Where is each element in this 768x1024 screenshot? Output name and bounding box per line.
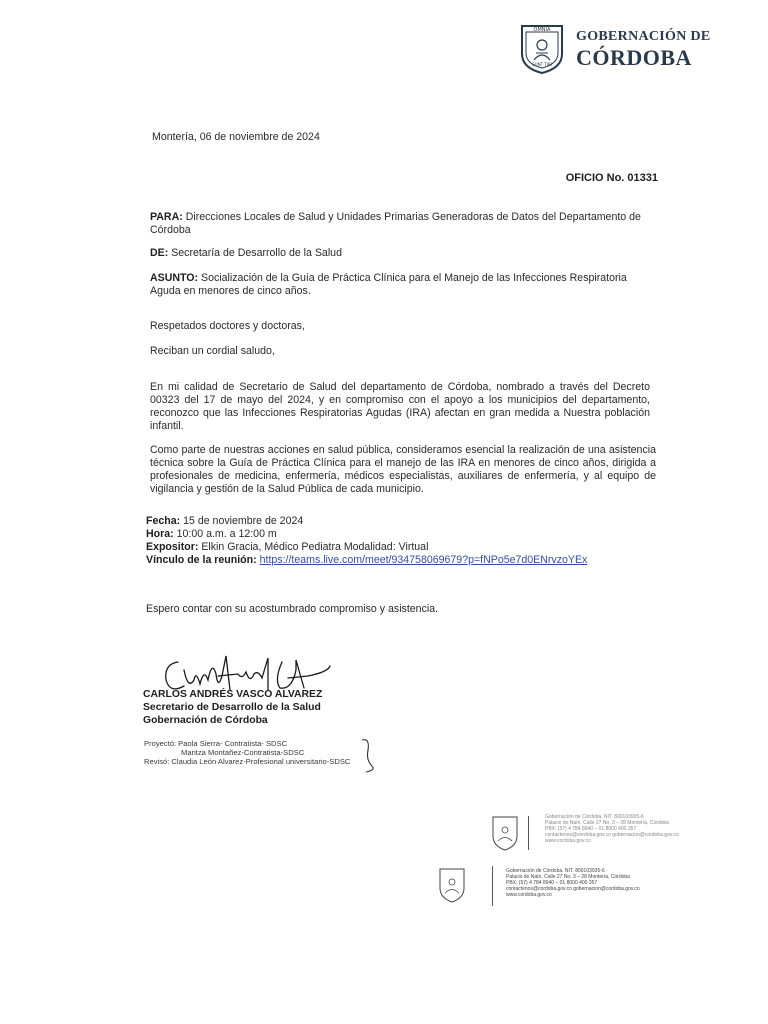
signer-name: CARLOS ANDRÉS VASCO ALVAREZ bbox=[143, 689, 323, 700]
header-logo bbox=[514, 20, 711, 76]
oficio-number: OFICIO No. 01331 bbox=[565, 172, 658, 184]
reviso-line: Revisó: Claudia León Alvarez-Profesional universitario-SDSC bbox=[144, 757, 351, 766]
de-block bbox=[150, 247, 650, 260]
asunto-value: Socialización de la Guía de Práctica Clínica para el Manejo de las Infecciones Respiratoria Aguda en menores de cinco años. bbox=[150, 272, 627, 297]
seal-top-text: OMNIA bbox=[533, 27, 551, 33]
expositor-label: Expositor: bbox=[146, 541, 199, 553]
paragraph-1: En mi calidad de Secretario de Salud del departamento de Córdoba, nombrado a través del Decreto 00323 del 17 de mayo del 2024, y en compromiso con el apoyo a los municipios del departamento, reconozco que las Infecciones Respiratorias Agudas (IRA) afectan en gran medida a Nuestra población infantil. bbox=[150, 381, 650, 432]
greeting-line-1: Respetados doctores y doctoras, bbox=[150, 320, 305, 332]
greeting-line-2: Reciban un cordial saludo, bbox=[150, 345, 275, 357]
initials-mark bbox=[356, 736, 378, 776]
closing-line: Espero contar con su acostumbrado compromiso y asistencia. bbox=[146, 603, 439, 615]
signer-organization: Gobernación de Córdoba bbox=[143, 715, 268, 726]
vinculo-line bbox=[146, 554, 587, 567]
seal-bottom-text: SUNT TIBI bbox=[532, 62, 552, 67]
fecha-value: 15 de noviembre de 2024 bbox=[180, 515, 304, 527]
para-block bbox=[150, 211, 650, 237]
footer-line: www.cordoba.gov.co bbox=[545, 838, 591, 844]
hora-line bbox=[146, 528, 277, 541]
footer-line: Palacio de Naín. Calle 27 No. 3 – 28 Montería, Córdoba bbox=[506, 874, 630, 880]
fecha-line bbox=[146, 515, 303, 528]
date-line: Montería, 06 de noviembre de 2024 bbox=[152, 131, 320, 143]
footer-line: www.cordoba.gov.co bbox=[506, 892, 552, 898]
footer-line: PBX: (57) 4 784 8940 – 01 8000 400 357 bbox=[506, 880, 598, 886]
footer-divider bbox=[492, 866, 493, 906]
signer-title: Secretario de Desarrollo de la Salud bbox=[143, 702, 321, 713]
meeting-link[interactable]: https://teams.live.com/meet/934758069679?p=fNPo5e7d0ENrvzoYEx bbox=[259, 554, 588, 566]
footer-line: Gobernación de Córdoba. NIT. 800103935-6 bbox=[506, 868, 605, 874]
paragraph-2: Como parte de nuestras acciones en salud pública, consideramos esencial la realización de una asistencia técnica sobre la Guía de Práctica Clínica para el manejo de las IRA en menores de cinco años, dirigida a profesionales de medicina, enfermería, médicos especialistas, auxiliares de enfermería, y al equipo de vigilancia y gestión de la Salud Pública de cada municipio. bbox=[150, 444, 656, 495]
hora-label: Hora: bbox=[146, 528, 174, 540]
proyecto-line: Proyectó: Paola Sierra- Contratista- SDSC bbox=[144, 739, 288, 748]
brand-main-text: CÓRDOBA bbox=[576, 45, 692, 70]
coat-of-arms-icon bbox=[514, 20, 570, 76]
asunto-block bbox=[150, 272, 650, 298]
footer-seal-icon bbox=[437, 866, 467, 904]
de-label: DE: bbox=[150, 247, 169, 259]
hora-value: 10:00 a.m. a 12:00 m bbox=[173, 528, 277, 540]
fecha-label: Fecha: bbox=[146, 515, 181, 527]
footer-line: contactenos@cordoba.gov.co gobernacion@cordoba.gov.co bbox=[545, 832, 679, 838]
footer-divider bbox=[528, 816, 529, 850]
de-value: Secretaría de Desarrollo de la Salud bbox=[168, 247, 342, 259]
para-value: Direcciones Locales de Salud y Unidades Primarias Generadoras de Datos del Departamento de Córdoba bbox=[150, 211, 641, 236]
footer-line: PBX: (57) 4 784 8940 – 01 8000 400 357 bbox=[545, 826, 637, 832]
footer-seal-icon bbox=[490, 814, 520, 852]
footer-line: Palacio de Naín. Calle 27 No. 3 – 28 Montería, Córdoba bbox=[545, 820, 669, 826]
brand-top-text: GOBERNACIÓN DE bbox=[576, 29, 711, 44]
vinculo-label: Vínculo de la reunión: bbox=[146, 554, 257, 566]
expositor-line bbox=[146, 541, 428, 554]
para-label: PARA: bbox=[150, 211, 183, 223]
footer-line: contactenos@cordoba.gov.co gobernacion@cordoba.gov.co bbox=[506, 886, 640, 892]
footer-line: Gobernación de Córdoba. NIT. 800103935-6 bbox=[545, 814, 644, 820]
expositor-value: Elkin Gracia, Médico Pediatra Modalidad: Virtual bbox=[198, 541, 429, 553]
proyecto-line-2: Maritza Montañez-Contratista-SDSC bbox=[181, 748, 305, 757]
asunto-label: ASUNTO: bbox=[150, 272, 199, 284]
